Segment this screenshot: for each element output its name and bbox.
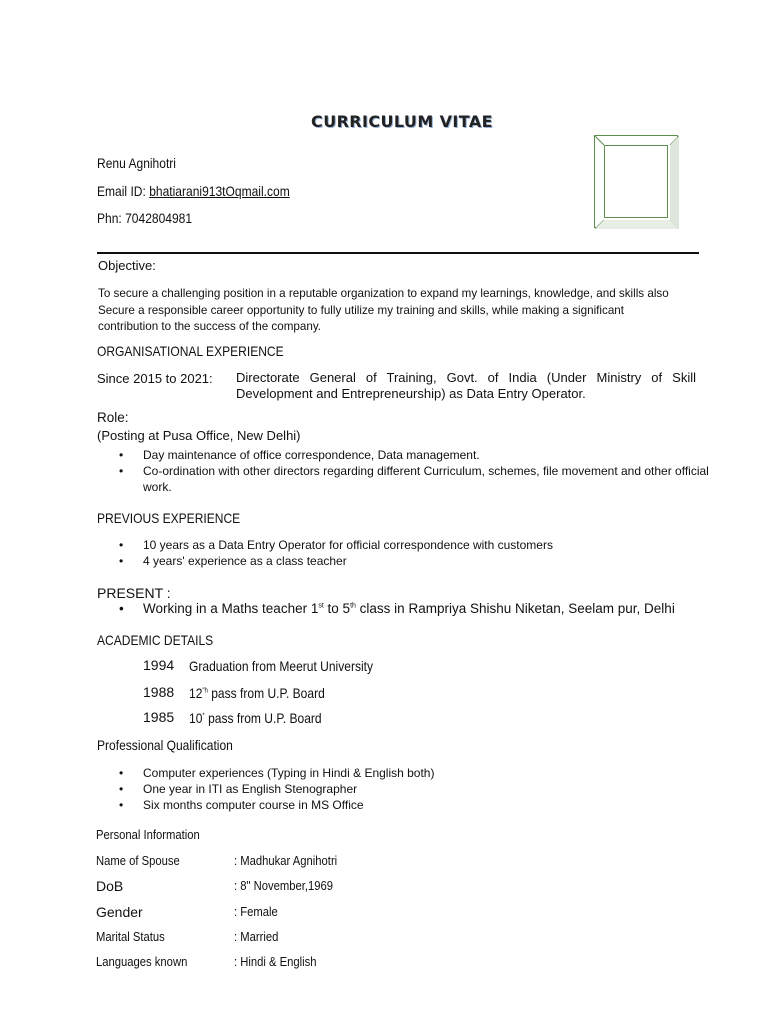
- phone-line: Phn: 7042804981: [97, 210, 193, 226]
- present-sup-a: st: [318, 602, 324, 610]
- personal-label: Name of Spouse: [96, 854, 180, 868]
- list-item: • 10 years as a Data Entry Operator for official correspondence with customers: [119, 538, 553, 552]
- personal-label: DoB: [96, 878, 124, 894]
- personal-value: : Married: [234, 930, 279, 944]
- personal-label: Gender: [96, 904, 143, 920]
- email-label: Email ID:: [97, 183, 150, 199]
- present-heading: PRESENT :: [97, 585, 171, 601]
- academic-detail: [189, 685, 325, 701]
- duty-text: Co-ordination with other directors regarding different Curriculum, schemes, file movement and other official: [143, 464, 709, 478]
- list-item: • Computer experiences (Typing in Hindi & English both): [119, 766, 435, 780]
- candidate-name: Renu Agnihotri: [97, 155, 176, 171]
- personal-label: Marital Status: [96, 930, 165, 944]
- list-item: • Day maintenance of office correspondence, Data management.: [119, 448, 480, 462]
- previous-experience-heading: PREVIOUS EXPERIENCE: [97, 510, 241, 526]
- present-text-a: Working in a Maths teacher 1: [143, 601, 319, 616]
- academic-detail-sup: *: [202, 712, 205, 720]
- present-text-b: to 5: [323, 601, 351, 616]
- academic-detail-a: 10: [189, 710, 203, 726]
- cv-title: CURRICULUM VITAE: [311, 112, 493, 131]
- personal-value: : Female: [234, 905, 278, 919]
- academic-detail: Graduation from Meerut University: [189, 658, 374, 674]
- list-item: • One year in ITI as English Stenographer: [119, 782, 358, 796]
- org-experience-description: Directorate General of Training, Govt. of India (Under Ministry of Skill Development and Entrepreneurship) as Data Entry Operator.: [236, 370, 696, 401]
- academic-year: 1988: [143, 684, 175, 700]
- previous-item-text: 10 years as a Data Entry Operator for official correspondence with customers: [143, 538, 553, 552]
- academic-detail-b: pass from U.P. Board: [207, 685, 325, 701]
- org-experience-heading: ORGANISATIONAL EXPERIENCE: [97, 343, 284, 359]
- posting-text: (Posting at Pusa Office, New Delhi): [97, 428, 301, 443]
- duty-text: Day maintenance of office correspondence, Data management.: [143, 448, 480, 462]
- professional-item-text: Six months computer course in MS Office: [143, 798, 364, 812]
- personal-value: : 8" November,1969: [234, 879, 334, 893]
- photo-inner-frame: [604, 145, 668, 218]
- role-heading: Role:: [97, 410, 129, 425]
- list-item: • Working in a Maths teacher 1st to 5th class in Rampriya Shishu Niketan, Seelam pur, Delhi: [119, 601, 675, 616]
- list-item: • Six months computer course in MS Office: [119, 798, 364, 812]
- personal-heading: Personal Information: [96, 828, 200, 842]
- academic-year: 1985: [143, 709, 175, 725]
- personal-value: : Madhukar Agnihotri: [234, 854, 338, 868]
- academic-detail-b: pass from U.P. Board: [204, 710, 322, 726]
- academic-year: 1994: [143, 657, 175, 673]
- photo-placeholder: [594, 135, 678, 228]
- professional-heading: Professional Qualification: [97, 737, 233, 753]
- professional-item-text: One year in ITI as English Stenographer: [143, 782, 358, 796]
- email-line: [97, 183, 290, 199]
- present-text-c: class in Rampriya Shishu Niketan, Seelam pur, Delhi: [355, 601, 675, 616]
- org-experience-period: Since 2015 to 2021:: [97, 371, 213, 386]
- professional-item-text: Computer experiences (Typing in Hindi & English both): [143, 766, 435, 780]
- list-item-continuation: work.: [143, 480, 172, 494]
- email-link[interactable]: bhatiarani913tOqmail.com: [149, 183, 290, 199]
- previous-item-text: 4 years' experience as a class teacher: [143, 554, 347, 568]
- academic-heading: ACADEMIC DETAILS: [97, 632, 214, 648]
- objective-text: To secure a challenging position in a reputable organization to expand my learnings, knowledge, and skills also Secure a responsible career opportunity to fully utilize my training and skills, while making a significant contribution to the success of the company.: [98, 286, 669, 333]
- academic-detail-sup: "h: [202, 687, 208, 695]
- academic-detail-a: 12: [189, 685, 203, 701]
- list-item: • 4 years' experience as a class teacher: [119, 554, 347, 568]
- personal-value: : Hindi & English: [234, 955, 317, 969]
- header-divider: [97, 252, 699, 254]
- objective-heading: Objective:: [98, 258, 156, 273]
- list-item: • Co-ordination with other directors regarding different Curriculum, schemes, file movement and other official: [119, 464, 709, 478]
- present-sup-b: th: [350, 602, 356, 610]
- personal-label: Languages known: [96, 955, 188, 969]
- academic-detail: [189, 710, 322, 726]
